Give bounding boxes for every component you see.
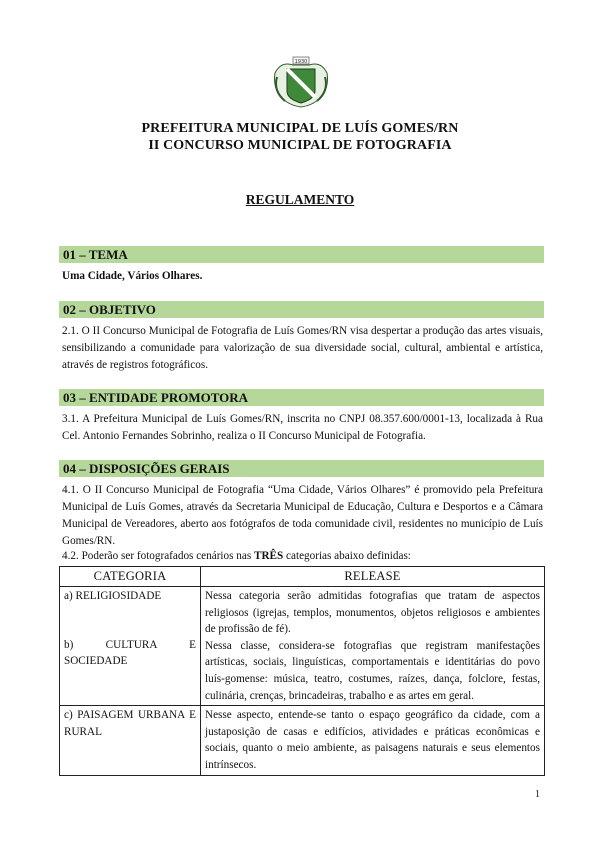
paragraph-4-2-before: 4.2. Poderão ser fotografados cenários nas [62, 550, 254, 562]
paragraph-4-2-after: categorias abaixo definidas: [283, 550, 411, 562]
section-heading-objetivo: 02 – OBJETIVO [59, 301, 544, 318]
page-title: PREFEITURA MUNICIPAL DE LUÍS GOMES/RN [141, 121, 459, 136]
release-religiosidade: Nessa categoria serão admitidas fotografias que tratam de aspectos religiosos (igrejas, templos, monumentos, objetos religiosos e ambientes de profissão de fé). [205, 590, 540, 636]
release-paisagem: Nesse aspecto, entende-se tanto o espaço geográfico da cidade, com a justaposição de casas e edifícios, atividades e práticas econômicas e sociais, quanto o meio ambiente, as paisagens naturais e seus elementos intrínsecos. [201, 706, 545, 775]
table-row [60, 706, 545, 775]
page-subtitle: II CONCURSO MUNICIPAL DE FOTOGRAFIA [148, 138, 452, 153]
paragraph-4-2 [62, 548, 543, 565]
section-heading-entidade: 03 – ENTIDADE PROMOTORA [59, 389, 544, 406]
table-header-release: RELEASE [201, 567, 545, 587]
table-header-row [60, 567, 545, 587]
crest-year: 1930 [294, 59, 308, 65]
release-cultura-sociedade: Nessa classe, considera-se fotografias que registram manifestações artísticas, sociais, linguísticas, comportamentais e identitárias do povo luís-gomense: música, teatro, costumes, raízes, dança, folclore, festas, culinária, crenças, brincadeiras, trabalho e as artes em geral. [205, 639, 540, 702]
section-text-tema: Uma Cidade, Vários Olhares. [62, 270, 203, 282]
paragraph-4-2-bold: TRÊS [254, 550, 284, 562]
table-cell-release [201, 587, 545, 706]
category-religiosidade: a) RELIGIOSIDADE [64, 590, 162, 602]
section-text-disposicoes: 4.1. O II Concurso Municipal de Fotografia “Uma Cidade, Vários Olhares” é promovido pela Prefeitura Municipal de Luís Gomes, através da Secretaria Municipal de Educação, Cultura e Desportos e a Câmara Municipal de Vereadores, aberto aos fotógrafos de toda comunidade civil, residentes no município de Luís Gomes/RN. [62, 484, 543, 547]
section-heading-disposicoes: 04 – DISPOSIÇÕES GERAIS [59, 460, 544, 477]
table-row [60, 587, 545, 706]
category-cultura-sociedade: b) CULTURA E SOCIEDADE [64, 638, 196, 668]
table-cell-categoria [60, 587, 201, 706]
page-number: 1 [535, 789, 540, 800]
municipal-crest-icon [271, 55, 331, 109]
section-text-objetivo: 2.1. O II Concurso Municipal de Fotografia de Luís Gomes/RN visa despertar a produção das artes visuais, sensibilizando a comunidade para valorização de sua diversidade social, cultural, ambiental e artística, através de registros fotográficos. [62, 325, 543, 371]
table-header-categoria: CATEGORIA [60, 567, 201, 587]
section-text-entidade: 3.1. A Prefeitura Municipal de Luís Gomes/RN, inscrita no CNPJ 08.357.600/0001-13, localizada à Rua Cel. Antonio Fernandes Sobrinho, realiza o II Concurso Municipal de Fotografia. [62, 413, 543, 442]
category-paisagem: c) PAISAGEM URBANA E RURAL [60, 706, 201, 775]
categories-table [59, 566, 545, 776]
section-heading-tema: 01 – TEMA [59, 246, 544, 263]
document-title: REGULAMENTO [245, 192, 355, 207]
